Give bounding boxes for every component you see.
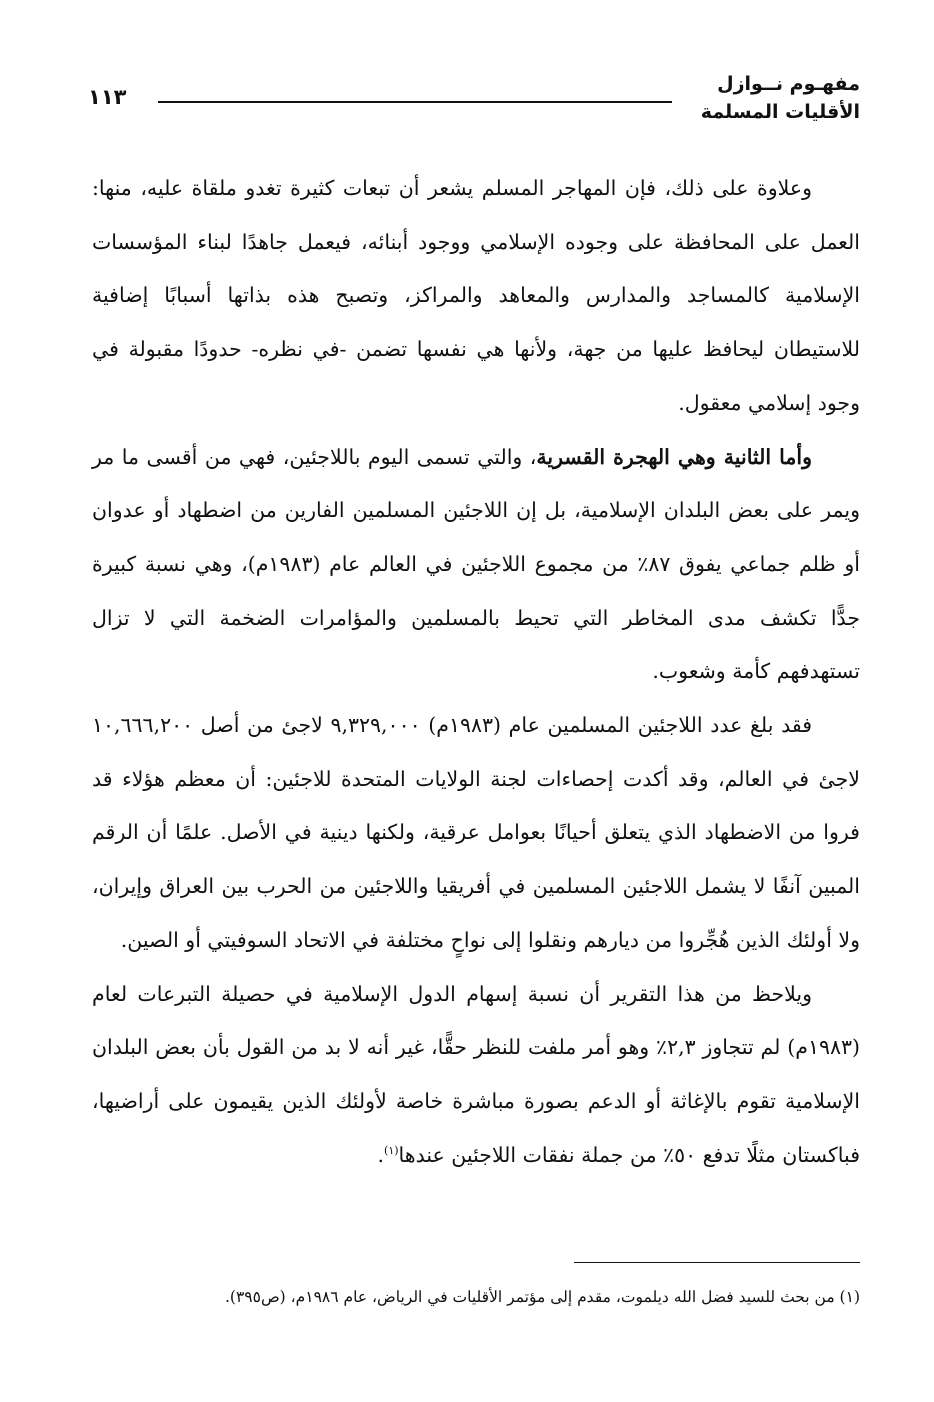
paragraph-1-text: وعلاوة على ذلك، فإن المهاجر المسلم يشعر أن تبعات كثيرة تغدو ملقاة عليه، منها: العمل على المحافظة على وجوده الإسلامي ووجود أبنائه، فيعمل جاهدًا لبناء المؤسسات الإسلامية كالمساجد والمدارس والمعاهد والمراكز، وتصبح هذه بذاتها أسبابًا إضافية للاستيطان ليحافظ عليها من جهة، ولأنها هي نفسها تضمن -في نظره- حدودًا مقبولة في وجود إسلامي معقول. [92, 176, 860, 415]
running-title [701, 70, 860, 126]
main-text [92, 162, 860, 1182]
paragraph-2-emphasis: وأما الثانية وهي الهجرة القسرية [536, 444, 812, 469]
paragraph-3-text: فقد بلغ عدد اللاجئين المسلمين عام (١٩٨٣م) ٩,٣٢٩,٠٠٠ لاجئ من أصل ١٠,٦٦٦,٢٠٠ لاجئ في العالم، وقد أكدت إحصاءات لجنة الولايات المتحدة للاجئين: أن معظم هؤلاء قد فروا من الاضطهاد الذي يتعلق أحيانًا بعوامل عرقية، ولكنها دينية في الأصل. علمًا أن الرقم المبين آنفًا لا يشمل اللاجئين المسلمين في أفريقيا واللاجئين من الحرب بين العراق وإيران، ولا أولئك الذين هُجِّروا من ديارهم ونقلوا إلى نواحٍ مختلفة في الاتحاد السوفيتي أو الصين. [92, 713, 860, 952]
footnote [80, 1284, 860, 1310]
paragraph-4-end: . [377, 1142, 385, 1167]
paragraph-3 [92, 699, 860, 968]
paragraph-1 [92, 162, 860, 431]
footnote-reference: (١) [384, 1143, 399, 1157]
footnote-text: (١) من بحث للسيد فضل الله ديلموت، مقدم إلى مؤتمر الأقليات في الرياض، عام ١٩٨٦م، (ص٣٩٥). [224, 1288, 860, 1306]
paragraph-2-text: ، والتي تسمى اليوم باللاجئين، فهي من أقسى ما مر ويمر على بعض البلدان الإسلامية، بل إن اللاجئين المسلمين الفارين من اضطهاد أو عدوان أو ظلم جماعي يفوق ٨٧٪ من مجموع اللاجئين في العالم عام (١٩٨٣م)، وهي نسبة كبيرة جدًّا تكشف مدى المخاطر التي تحيط بالمسلمين والمؤامرات الضخمة التي لا تزال تستهدفهم كأمة وشعوب. [92, 444, 860, 684]
page-number: ١١٣ [88, 85, 127, 109]
paragraph-4-text: ويلاحظ من هذا التقرير أن نسبة إسهام الدول الإسلامية في حصيلة التبرعات لعام (١٩٨٣م) لم تتجاوز ٢,٣٪ وهو أمر ملفت للنظر حقًّا، غير أنه لا بد من القول بأن بعض البلدان الإسلامية تقوم بالإغاثة أو الدعم بصورة مباشرة خاصة لأولئك الذين يقيمون على أراضيها، فباكستان مثلًا تدفع ٥٠٪ من جملة نفقات اللاجئين عندها [92, 981, 860, 1167]
header-rule [158, 101, 672, 103]
page-header [88, 70, 860, 140]
paragraph-4 [92, 968, 860, 1183]
running-title-line2: الأقليات المسلمة [700, 101, 860, 123]
running-title-line1: مفهـوم نــوازل [717, 73, 860, 95]
paragraph-2 [92, 431, 860, 700]
footnote-separator [574, 1262, 860, 1263]
